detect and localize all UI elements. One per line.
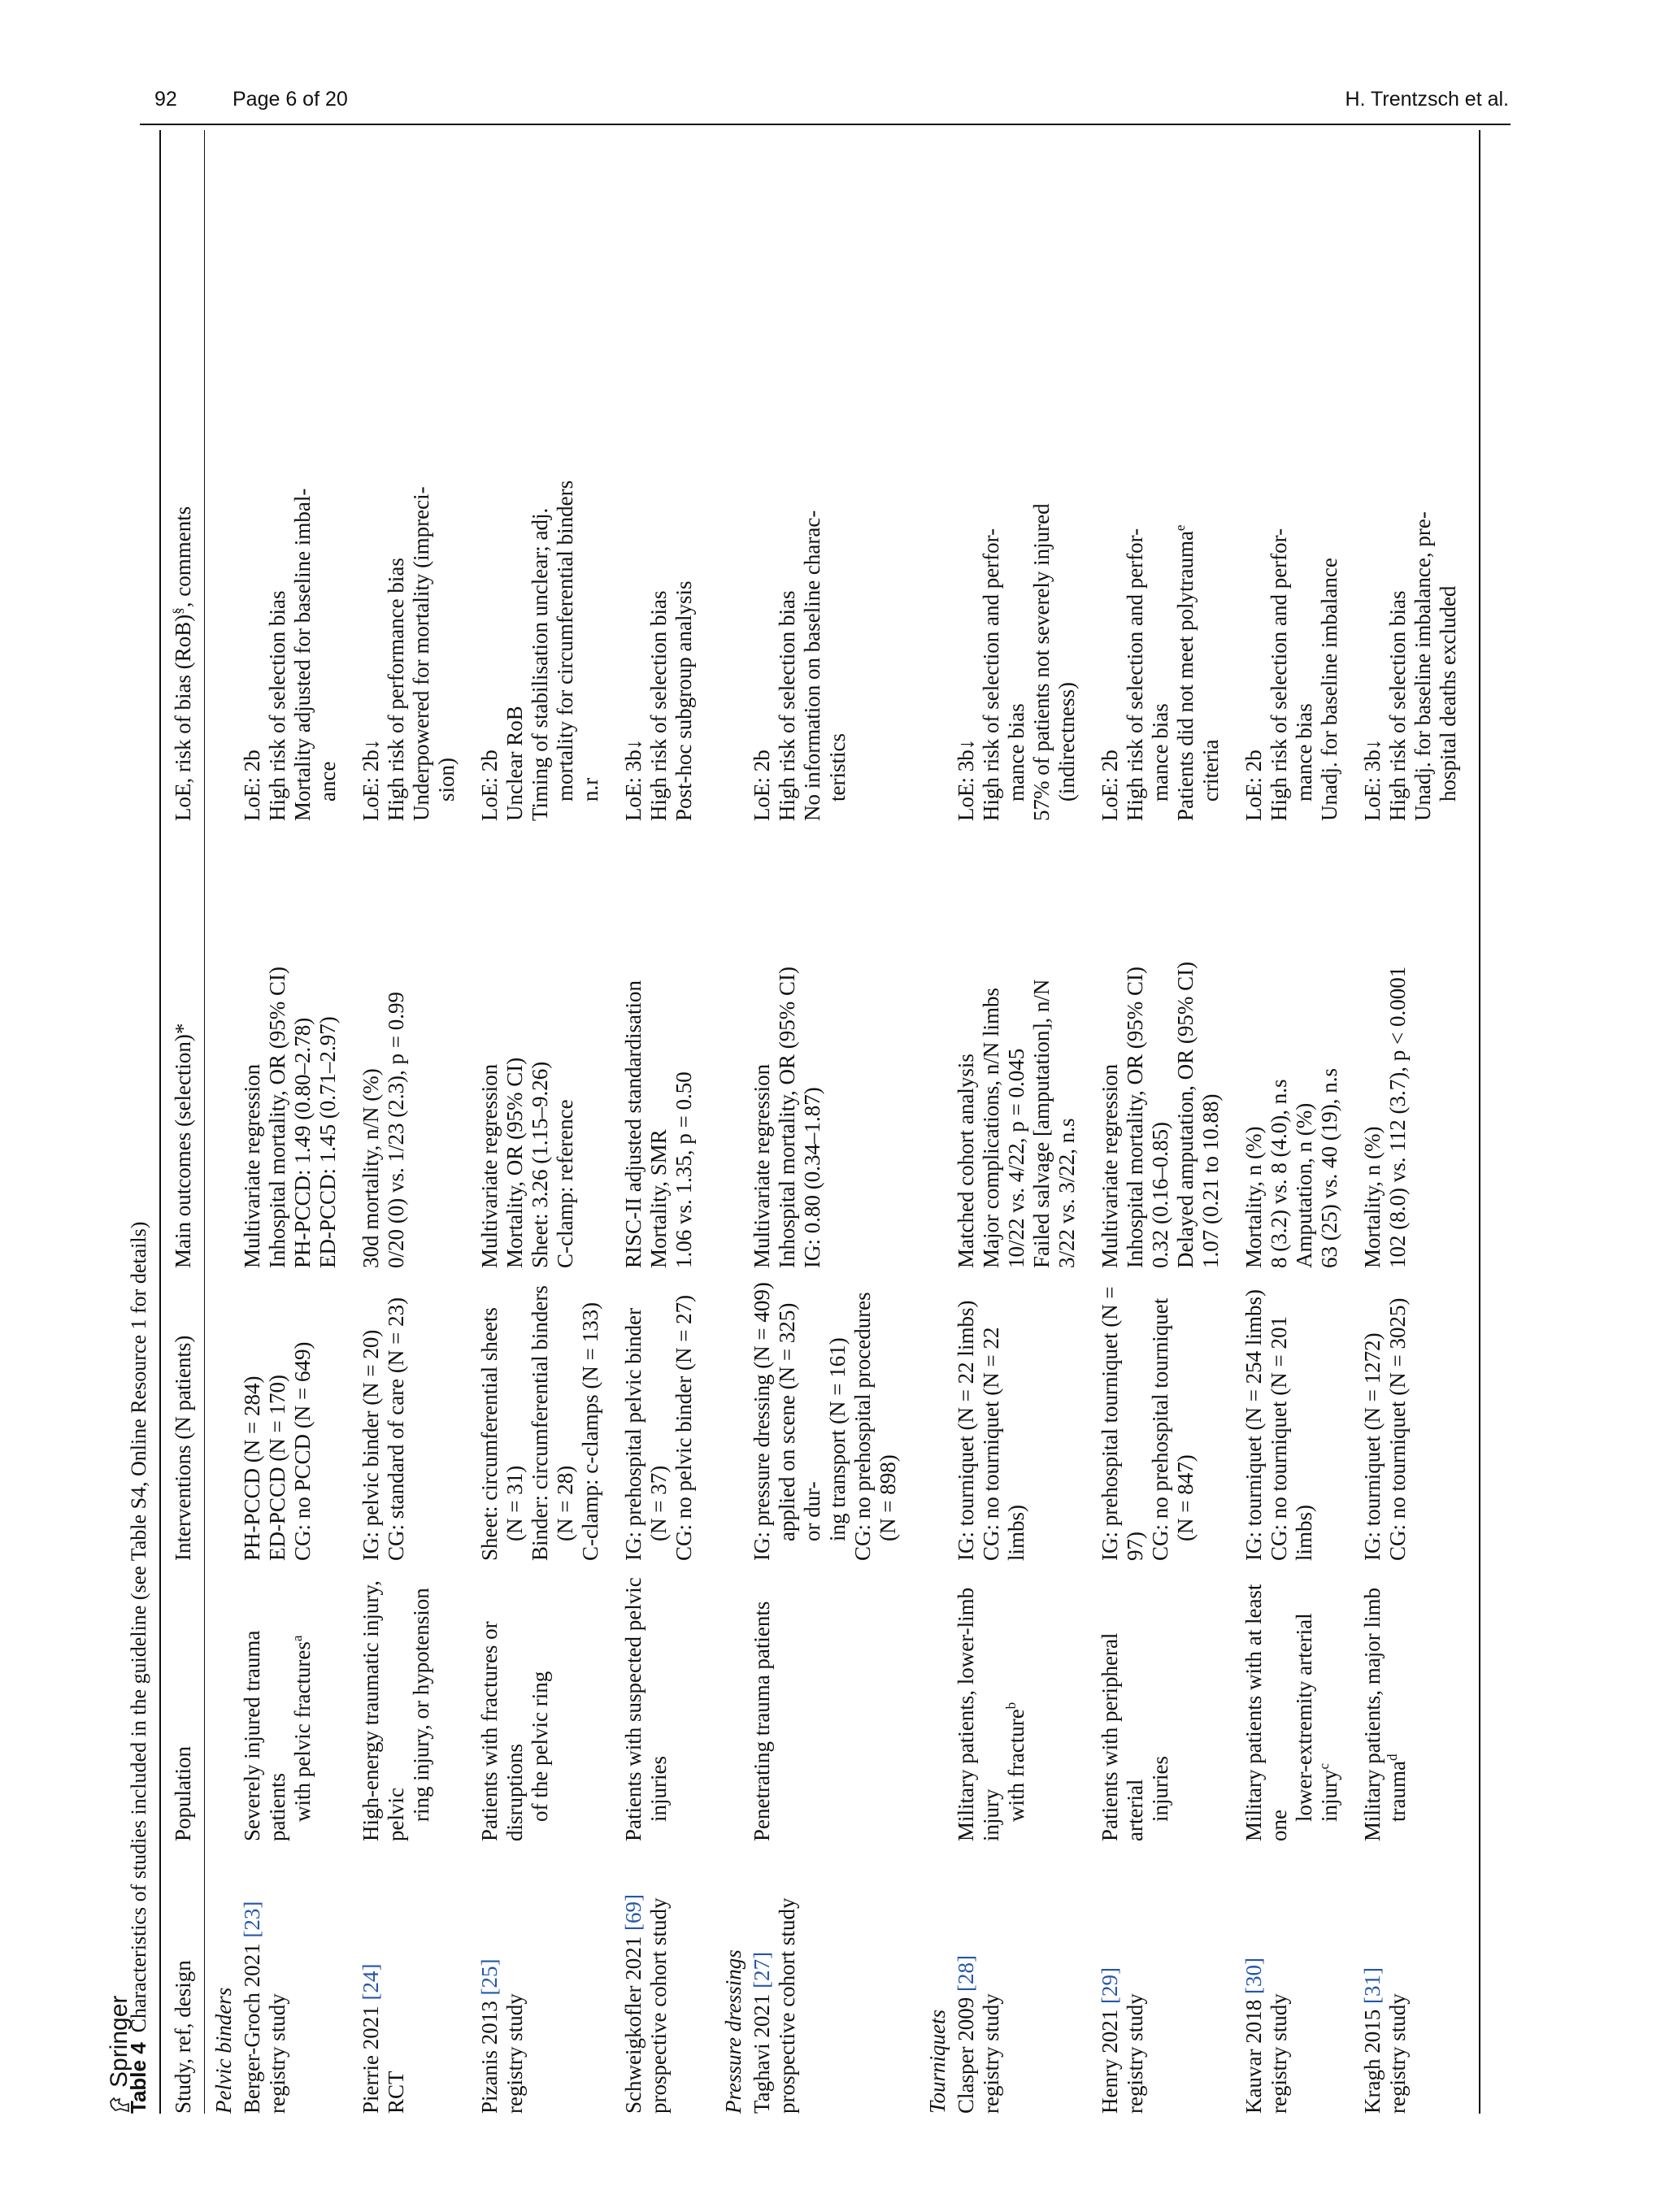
table-cell	[359, 130, 477, 821]
cell-text: CG: no tourniquet (N = 201 limbs)	[1267, 1316, 1316, 1561]
cell-text: Multivariate regression	[750, 1063, 774, 1268]
cell-text: Amputation, n (%)	[1292, 1102, 1316, 1268]
table-cell	[621, 1268, 715, 1561]
cell-text: (N = 898)	[876, 1454, 900, 1541]
table-cell	[750, 1841, 919, 2114]
table-cell	[477, 821, 621, 1268]
cell-text	[290, 1572, 315, 1841]
table-header-row	[161, 130, 204, 2114]
cell-text: Major complications, n/N limbs	[979, 988, 1003, 1268]
table-row	[954, 130, 1098, 2114]
cell-text: LoE: 3b↓	[954, 738, 978, 821]
table-cell	[359, 1841, 477, 2114]
citation-link[interactable]: [25]	[477, 1958, 502, 1996]
cell-text: Delayed amputation, OR (95% CI)	[1173, 961, 1198, 1268]
table-row	[1360, 130, 1479, 2114]
table-cell	[359, 1561, 477, 1841]
table-label: Table 4	[126, 2042, 150, 2114]
header-loe	[161, 130, 204, 821]
cell-text: High risk of selection bias	[646, 590, 671, 821]
cell-text	[621, 1853, 646, 2114]
cell-text: trauma	[1385, 1761, 1410, 1822]
cell-text: PH-PCCD: 1.49 (0.80–2.78)	[290, 1017, 315, 1268]
section-label: Tourniquets	[925, 2009, 950, 2114]
page-number: 92	[154, 88, 177, 111]
table-cell	[954, 1561, 1098, 1841]
cell-text: Berger-Groch 2021	[240, 1937, 264, 2114]
table-cell	[477, 1561, 621, 1841]
table-cell	[240, 130, 359, 821]
table-cell	[359, 821, 477, 1268]
citation-link[interactable]: [23]	[240, 1901, 264, 1938]
cell-text	[1098, 1853, 1123, 2114]
cell-text: registry study	[1385, 1993, 1410, 2114]
cell-text: 1.07 (0.21 to 10.88)	[1198, 1093, 1223, 1268]
table-cell	[240, 1561, 359, 1841]
table-cell	[477, 130, 621, 821]
cell-text: applied on scene (N = 325) or dur-	[775, 1302, 824, 1541]
cell-text: Mortality, n (%)	[1360, 1126, 1385, 1268]
cell-text: Pizanis 2013	[477, 1995, 502, 2114]
table-cell	[954, 130, 1098, 821]
cell-text: Military patients, major limb	[1360, 1588, 1385, 1841]
table-cell	[240, 1841, 359, 2114]
cell-text: ED-PCCD: 1.45 (0.71–2.97)	[315, 1016, 340, 1268]
header-outcomes: Main outcomes (selection)*	[171, 1023, 195, 1268]
table-row	[621, 130, 715, 2114]
cell-text: IG: tourniquet (N = 254 limbs)	[1241, 1289, 1266, 1561]
table-cell	[621, 1841, 715, 2114]
cell-text: 30d mortality, n/N (%)	[359, 1068, 383, 1268]
citation-link[interactable]: [28]	[954, 1955, 978, 1993]
cell-text: Clasper 2009	[954, 1992, 978, 2114]
cell-text: RISC-II adjusted standardisation	[621, 980, 646, 1268]
table-cell	[1098, 130, 1241, 821]
cell-text: IG: 0.80 (0.34–1.87)	[800, 1087, 824, 1268]
cell-text: Patients with peripheral arterial	[1098, 1632, 1147, 1841]
cell-text: Mortality, SMR	[646, 1129, 671, 1268]
table-cell	[1241, 1268, 1360, 1561]
footnote-marker: b	[1003, 1701, 1019, 1710]
cell-text: Mortality, n (%)	[1241, 1126, 1266, 1268]
table-cell	[1360, 821, 1479, 1268]
cell-text: registry study	[1123, 1993, 1147, 2114]
table-cell	[954, 821, 1098, 1268]
cell-text: CG: no tourniquet (N = 3025)	[1385, 1297, 1410, 1561]
cell-text: CG: standard of care (N = 23)	[384, 1297, 408, 1561]
footnote-marker: a	[289, 1635, 305, 1642]
cell-text: IG: tourniquet (N = 22 limbs)	[954, 1300, 978, 1561]
table-cell	[1098, 1268, 1241, 1561]
cell-text: CG: no pelvic binder (N = 27)	[672, 1294, 696, 1561]
cell-text: High risk of selection bias	[265, 590, 289, 821]
cell-text: Multivariate regression	[240, 1063, 264, 1268]
cell-text: LoE: 2b	[1241, 750, 1266, 821]
cell-text: teristics	[825, 733, 850, 802]
table-cell	[1360, 1268, 1479, 1561]
cell-text: Military patients with at least one	[1241, 1584, 1291, 1841]
cell-text: Multivariate regression	[1098, 1063, 1122, 1268]
cell-text: Severely injured trauma patients	[240, 1630, 289, 1841]
cell-text: Inhospital mortality, OR (95% CI)	[775, 967, 799, 1268]
cell-text: registry study	[265, 1993, 289, 2114]
cell-text: High-energy traumatic injury, pelvic	[359, 1580, 408, 1841]
cell-text	[1004, 1572, 1029, 1841]
cell-text: injuries	[1148, 1756, 1172, 1822]
header-population: Population	[171, 1745, 195, 1841]
cell-text: Taghavi 2021	[750, 1988, 774, 2114]
running-head	[154, 88, 1509, 124]
citation-link[interactable]: [69]	[621, 1894, 646, 1932]
cell-text: Penetrating trauma patients	[750, 1601, 774, 1841]
cell-text: mance bias	[1148, 703, 1172, 802]
cell-text: High risk of selection and perfor-	[1123, 528, 1147, 821]
table-cell	[1098, 1841, 1241, 2114]
table-cell	[1241, 1841, 1360, 2114]
cell-text: registry study	[502, 1993, 527, 2114]
cell-text: 8 (3.2) vs. 8 (4.0), n.s	[1267, 1079, 1291, 1268]
cell-text: Mortality adjusted for baseline imbal-	[290, 488, 315, 821]
cell-text: Post-hoc subgroup analysis	[672, 580, 696, 821]
table-cell	[1360, 130, 1479, 821]
cell-text: ing transport (N = 161)	[825, 1337, 850, 1541]
cell-text: Kragh 2015	[1360, 2004, 1385, 2114]
cell-text: High risk of selection bias	[1385, 590, 1410, 821]
cell-text: hospital deaths excluded	[1436, 585, 1460, 802]
cell-text: CG: no PCCD (N = 649)	[290, 1341, 315, 1561]
cell-text: LoE: 2b	[240, 750, 264, 821]
cell-text: Sheet: 3.26 (1.15–9.26)	[528, 1061, 552, 1268]
cell-text: Patients with suspected pelvic	[621, 1577, 646, 1841]
table-bottom-rule	[1479, 130, 1480, 2114]
cell-text: with fracture	[1004, 1709, 1028, 1822]
footnote-marker: c	[1316, 1762, 1332, 1770]
table-caption-text: Characteristics of studies included in the guideline (see Table S4, Online Resource 1 for details)	[127, 1221, 150, 2033]
page-of: Page 6 of 20	[233, 88, 348, 111]
cell-text: 1.06 vs. 1.35, p = 0.50	[672, 1071, 696, 1268]
section-label: Pressure dressings	[721, 1949, 746, 2114]
table-cell	[621, 1561, 715, 1841]
cell-text: IG: pelvic binder (N = 20)	[359, 1329, 383, 1561]
cell-text	[954, 1853, 979, 2114]
cell-text: Failed salvage [amputation], n/N	[1029, 979, 1054, 1268]
cell-text: No information on baseline charac-	[800, 510, 824, 821]
cell-text: IG: prehospital pelvic binder	[621, 1307, 646, 1561]
cell-text: ED-PCCD (N = 170)	[265, 1375, 289, 1561]
cell-text	[477, 1853, 502, 2114]
cell-text	[1292, 1572, 1342, 1841]
table-cell	[954, 1841, 1098, 2114]
cell-text: Sheet: circumferential sheets	[477, 1307, 502, 1561]
cell-text	[1241, 1853, 1267, 2114]
cell-text: Pierrie 2021	[359, 2000, 383, 2114]
cell-text	[1173, 141, 1198, 821]
table-cell	[621, 821, 715, 1268]
cell-text: registry study	[979, 1993, 1003, 2114]
table-cell	[750, 821, 919, 1268]
cell-text: Inhospital mortality, OR (95% CI)	[1123, 967, 1147, 1268]
cell-text: RCT	[384, 2071, 408, 2114]
cell-text: LoE: 2b	[477, 750, 502, 821]
citation-link[interactable]: [30]	[1241, 1958, 1266, 1995]
table-cell	[621, 130, 715, 821]
cell-text: injuries	[646, 1756, 671, 1822]
cell-text: CG: no prehospital tourniquet	[1148, 1297, 1172, 1561]
cell-text	[1360, 1853, 1385, 2114]
cell-text: Mortality, OR (95% CI)	[502, 1057, 527, 1268]
cell-text: 3/22 vs. 3/22, n.s	[1054, 1118, 1079, 1268]
footnote-marker: §	[170, 607, 185, 615]
cell-text: Patients with fractures or disruptions	[477, 1621, 527, 1841]
header-interventions: Interventions (N patients)	[171, 1335, 195, 1561]
cell-text: 10/22 vs. 4/22, p = 0.045	[1004, 1048, 1028, 1268]
cell-text: 0.32 (0.16–0.85)	[1148, 1122, 1172, 1268]
cell-text: sion)	[434, 758, 459, 802]
cell-text	[240, 1853, 265, 2114]
cell-text	[1385, 1572, 1411, 1841]
cell-text: LoE: 3b↓	[621, 738, 646, 821]
cell-text: LoE: 2b↓	[359, 738, 383, 821]
header-rule	[140, 124, 1511, 125]
section-row-pelvic	[205, 130, 240, 2114]
table-cell	[477, 1841, 621, 2114]
cell-text: mance bias	[1292, 703, 1316, 802]
table-cell	[240, 821, 359, 1268]
cell-text: criteria	[1198, 739, 1223, 802]
cell-text: , comments	[171, 506, 195, 608]
cell-text: IG: tourniquet (N = 1272)	[1360, 1332, 1385, 1561]
table-cell	[1360, 1561, 1479, 1841]
cell-text: Underpowered for mortality (impreci-	[409, 486, 433, 821]
cell-text: Henry 2021	[1098, 2004, 1122, 2114]
table-cell	[359, 1268, 477, 1561]
cell-text	[750, 1853, 775, 2114]
cell-text: Kauvar 2018	[1241, 1994, 1266, 2114]
table-cell	[750, 130, 919, 821]
cell-text: Patients did not meet polytrauma	[1173, 531, 1198, 821]
table-row	[359, 130, 477, 2114]
table-row	[750, 130, 919, 2114]
table-cell	[240, 1268, 359, 1561]
footnote-marker: d	[1385, 1754, 1400, 1762]
cell-text: n.r	[578, 777, 602, 802]
cell-text: PH-PCCD (N = 284)	[240, 1375, 264, 1561]
cell-text: LoE: 3b↓	[1360, 738, 1385, 821]
table-cell	[750, 1561, 919, 1841]
cell-text: Inhospital mortality, OR (95% CI)	[265, 967, 289, 1268]
cell-text: LoE, risk of bias (RoB)	[171, 614, 195, 821]
cell-text: IG: pressure dressing (N = 409)	[750, 1282, 774, 1561]
cell-text: mortality for circumferential binders	[553, 480, 577, 802]
citation-link[interactable]: [31]	[1360, 1967, 1385, 2005]
cell-text	[359, 1853, 384, 2114]
cell-text: 102 (8.0) vs. 112 (3.7), p < 0.0001	[1385, 966, 1410, 1268]
author-header: H. Trentzsch et al.	[1345, 88, 1509, 111]
citation-link[interactable]: [27]	[750, 1951, 774, 1988]
publisher-name: Springer	[106, 1995, 133, 2088]
cell-text: C-clamp: c-clamps (N = 133)	[578, 1302, 602, 1561]
cell-text: Unclear RoB	[502, 706, 527, 821]
table-cell	[1360, 1841, 1479, 2114]
cell-text: Multivariate regression	[477, 1063, 502, 1268]
cell-text: Timing of stabilisation unclear; adj.	[528, 507, 552, 821]
table-cell	[954, 1268, 1098, 1561]
cell-text: Schweigkofler 2021	[621, 1931, 646, 2114]
table-caption	[122, 130, 158, 2114]
cell-text: (N = 31)	[502, 1465, 527, 1541]
cell-text: Binder: circumferential binders	[528, 1285, 552, 1561]
cell-text: IG: prehospital tourniquet (N = 97)	[1098, 1286, 1147, 1561]
cell-text: Unadj. for baseline imbalance, pre-	[1411, 511, 1435, 821]
cell-text: prospective cohort study	[775, 1897, 799, 2114]
cell-text: (N = 847)	[1173, 1454, 1198, 1541]
cell-text: CG: no tourniquet (N = 22 limbs)	[979, 1327, 1028, 1561]
table-cell	[750, 1268, 919, 1561]
footnote-marker: e	[1172, 524, 1188, 532]
cell-text: Matched cohort analysis	[954, 1054, 978, 1268]
cell-text: (N = 37)	[646, 1465, 671, 1541]
table-row	[240, 130, 359, 2114]
cell-text: (indirectness)	[1054, 682, 1079, 802]
cell-text: prospective cohort study	[646, 1897, 671, 2114]
table-4	[122, 130, 1460, 2114]
studies-table	[161, 130, 1479, 2114]
cell-text: with pelvic fractures	[290, 1641, 315, 1822]
cell-text: High risk of selection and perfor-	[979, 528, 1003, 821]
cell-text: Unadj. for baseline imbalance	[1317, 558, 1341, 821]
cell-text: High risk of selection bias	[775, 590, 799, 821]
table-cell	[477, 1268, 621, 1561]
table-row	[477, 130, 621, 2114]
cell-text: (N = 28)	[553, 1465, 577, 1541]
cell-text: High risk of performance bias	[384, 558, 408, 821]
cell-text: LoE: 2b	[1098, 750, 1122, 821]
cell-text: High risk of selection and perfor-	[1267, 528, 1291, 821]
cell-text: ring injury, or hypotension	[409, 1588, 433, 1822]
cell-text: lower-extremity arterial injury	[1292, 1613, 1341, 1822]
cell-text: 63 (25) vs. 40 (19), n.s	[1317, 1068, 1341, 1268]
table-cell	[1098, 1561, 1241, 1841]
cell-text: mance bias	[1004, 703, 1028, 802]
table-cell	[1241, 1561, 1360, 1841]
cell-text: of the pelvic ring	[528, 1671, 552, 1822]
cell-text: 0/20 (0) vs. 1/23 (2.3), p = 0.99	[384, 992, 408, 1268]
section-row-tourniquets	[919, 130, 954, 2114]
table-row	[1098, 130, 1241, 2114]
section-label: Pelvic binders	[211, 1987, 236, 2114]
cell-text: Military patients, lower-limb injury	[954, 1587, 1003, 1841]
table-row	[1241, 130, 1360, 2114]
table-cell	[1241, 821, 1360, 1268]
cell-text: C-clamp: reference	[553, 1099, 577, 1268]
cell-text: ance	[315, 761, 340, 802]
citation-link[interactable]: [29]	[1098, 1967, 1122, 2005]
cell-text: LoE: 2b	[750, 750, 774, 821]
cell-text: 57% of patients not severely injured	[1029, 503, 1054, 821]
section-row-pressure	[715, 130, 750, 2114]
cell-text: CG: no prehospital procedures	[850, 1292, 875, 1561]
header-study: Study, ref, design	[171, 1960, 195, 2114]
cell-text: registry study	[1267, 1993, 1291, 2114]
table-cell	[1241, 130, 1360, 821]
citation-link[interactable]: [24]	[359, 1963, 383, 2001]
table-cell	[1098, 821, 1241, 1268]
